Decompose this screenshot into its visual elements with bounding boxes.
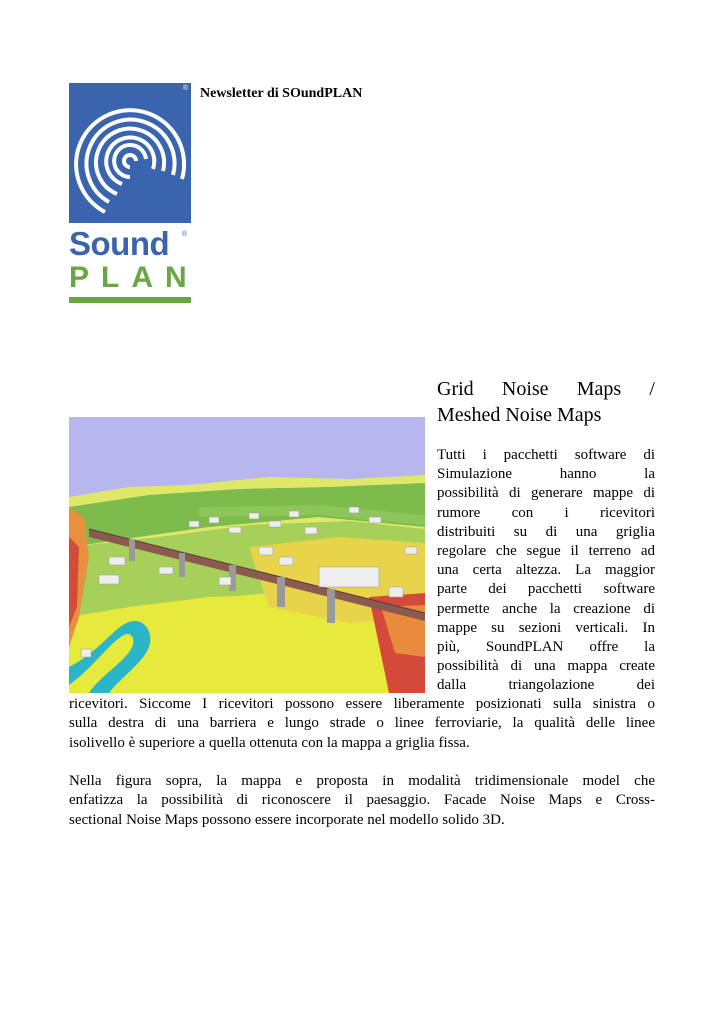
column-line: una certa altezza. La maggior — [437, 562, 655, 579]
paragraph-2 — [69, 772, 655, 830]
article-title — [437, 376, 655, 428]
logo-registered-mark: ® — [182, 85, 188, 92]
logo-emblem — [69, 83, 191, 223]
column-line: regolare che segue il terreno ad — [437, 543, 655, 560]
sound-wave-icon — [69, 83, 191, 223]
logo-registered-mark-2: ® — [182, 231, 188, 238]
column-line: permette anche la creazione di — [437, 600, 655, 617]
article-title-line-1: Grid Noise Maps / — [437, 378, 655, 400]
paragraph-1 — [69, 695, 655, 753]
logo-word-sound: Sound — [69, 225, 170, 262]
article-column-text — [437, 446, 655, 696]
column-line: Simulazione hanno la — [437, 466, 655, 483]
column-line: rumore con i ricevitori — [437, 504, 655, 521]
logo-word-plan: PLAN — [69, 261, 199, 294]
column-line: Tutti i pacchetti software di — [437, 447, 655, 463]
paragraph-line: isolivello è superiore a quella ottenuta con la mappa a griglia fissa. — [69, 734, 470, 751]
article-title-line-2: Meshed Noise Maps — [437, 404, 602, 426]
column-line: più, SoundPLAN offre la — [437, 639, 655, 656]
paragraph-line: Nella figura sopra, la mappa e proposta in modalità tridimensionale model che — [69, 773, 655, 789]
column-line: possibilità di generare mappe di — [437, 485, 655, 502]
newsletter-title: Newsletter di SOundPLAN — [200, 86, 363, 101]
column-line: distribuiti su di una griglia — [437, 523, 655, 540]
paragraph-line: ricevitori. Siccome I ricevitori possono essere liberamente posizionati sulla sinistra o — [69, 696, 655, 712]
noise-map-illustration — [69, 417, 425, 693]
column-line: parte dei pacchetti software — [437, 581, 655, 598]
soundplan-logo — [69, 83, 199, 307]
logo-underline — [69, 297, 191, 303]
noise-map-3d-figure — [69, 417, 425, 693]
column-line: dalla triangolazione dei — [437, 677, 655, 694]
paragraph-line: sulla destra di una barriera e lungo strade o linee ferroviarie, la qualità delle linee — [69, 715, 655, 732]
column-line: possibilità di una mappa create — [437, 658, 655, 675]
paragraph-line: sectional Noise Maps possono essere incorporate nel modello solido 3D. — [69, 811, 505, 828]
column-line: mappe su sezioni verticali. In — [437, 619, 655, 636]
paragraph-line: enfatizza la possibilità di riconoscere il paesaggio. Facade Noise Maps e Cross- — [69, 792, 655, 809]
